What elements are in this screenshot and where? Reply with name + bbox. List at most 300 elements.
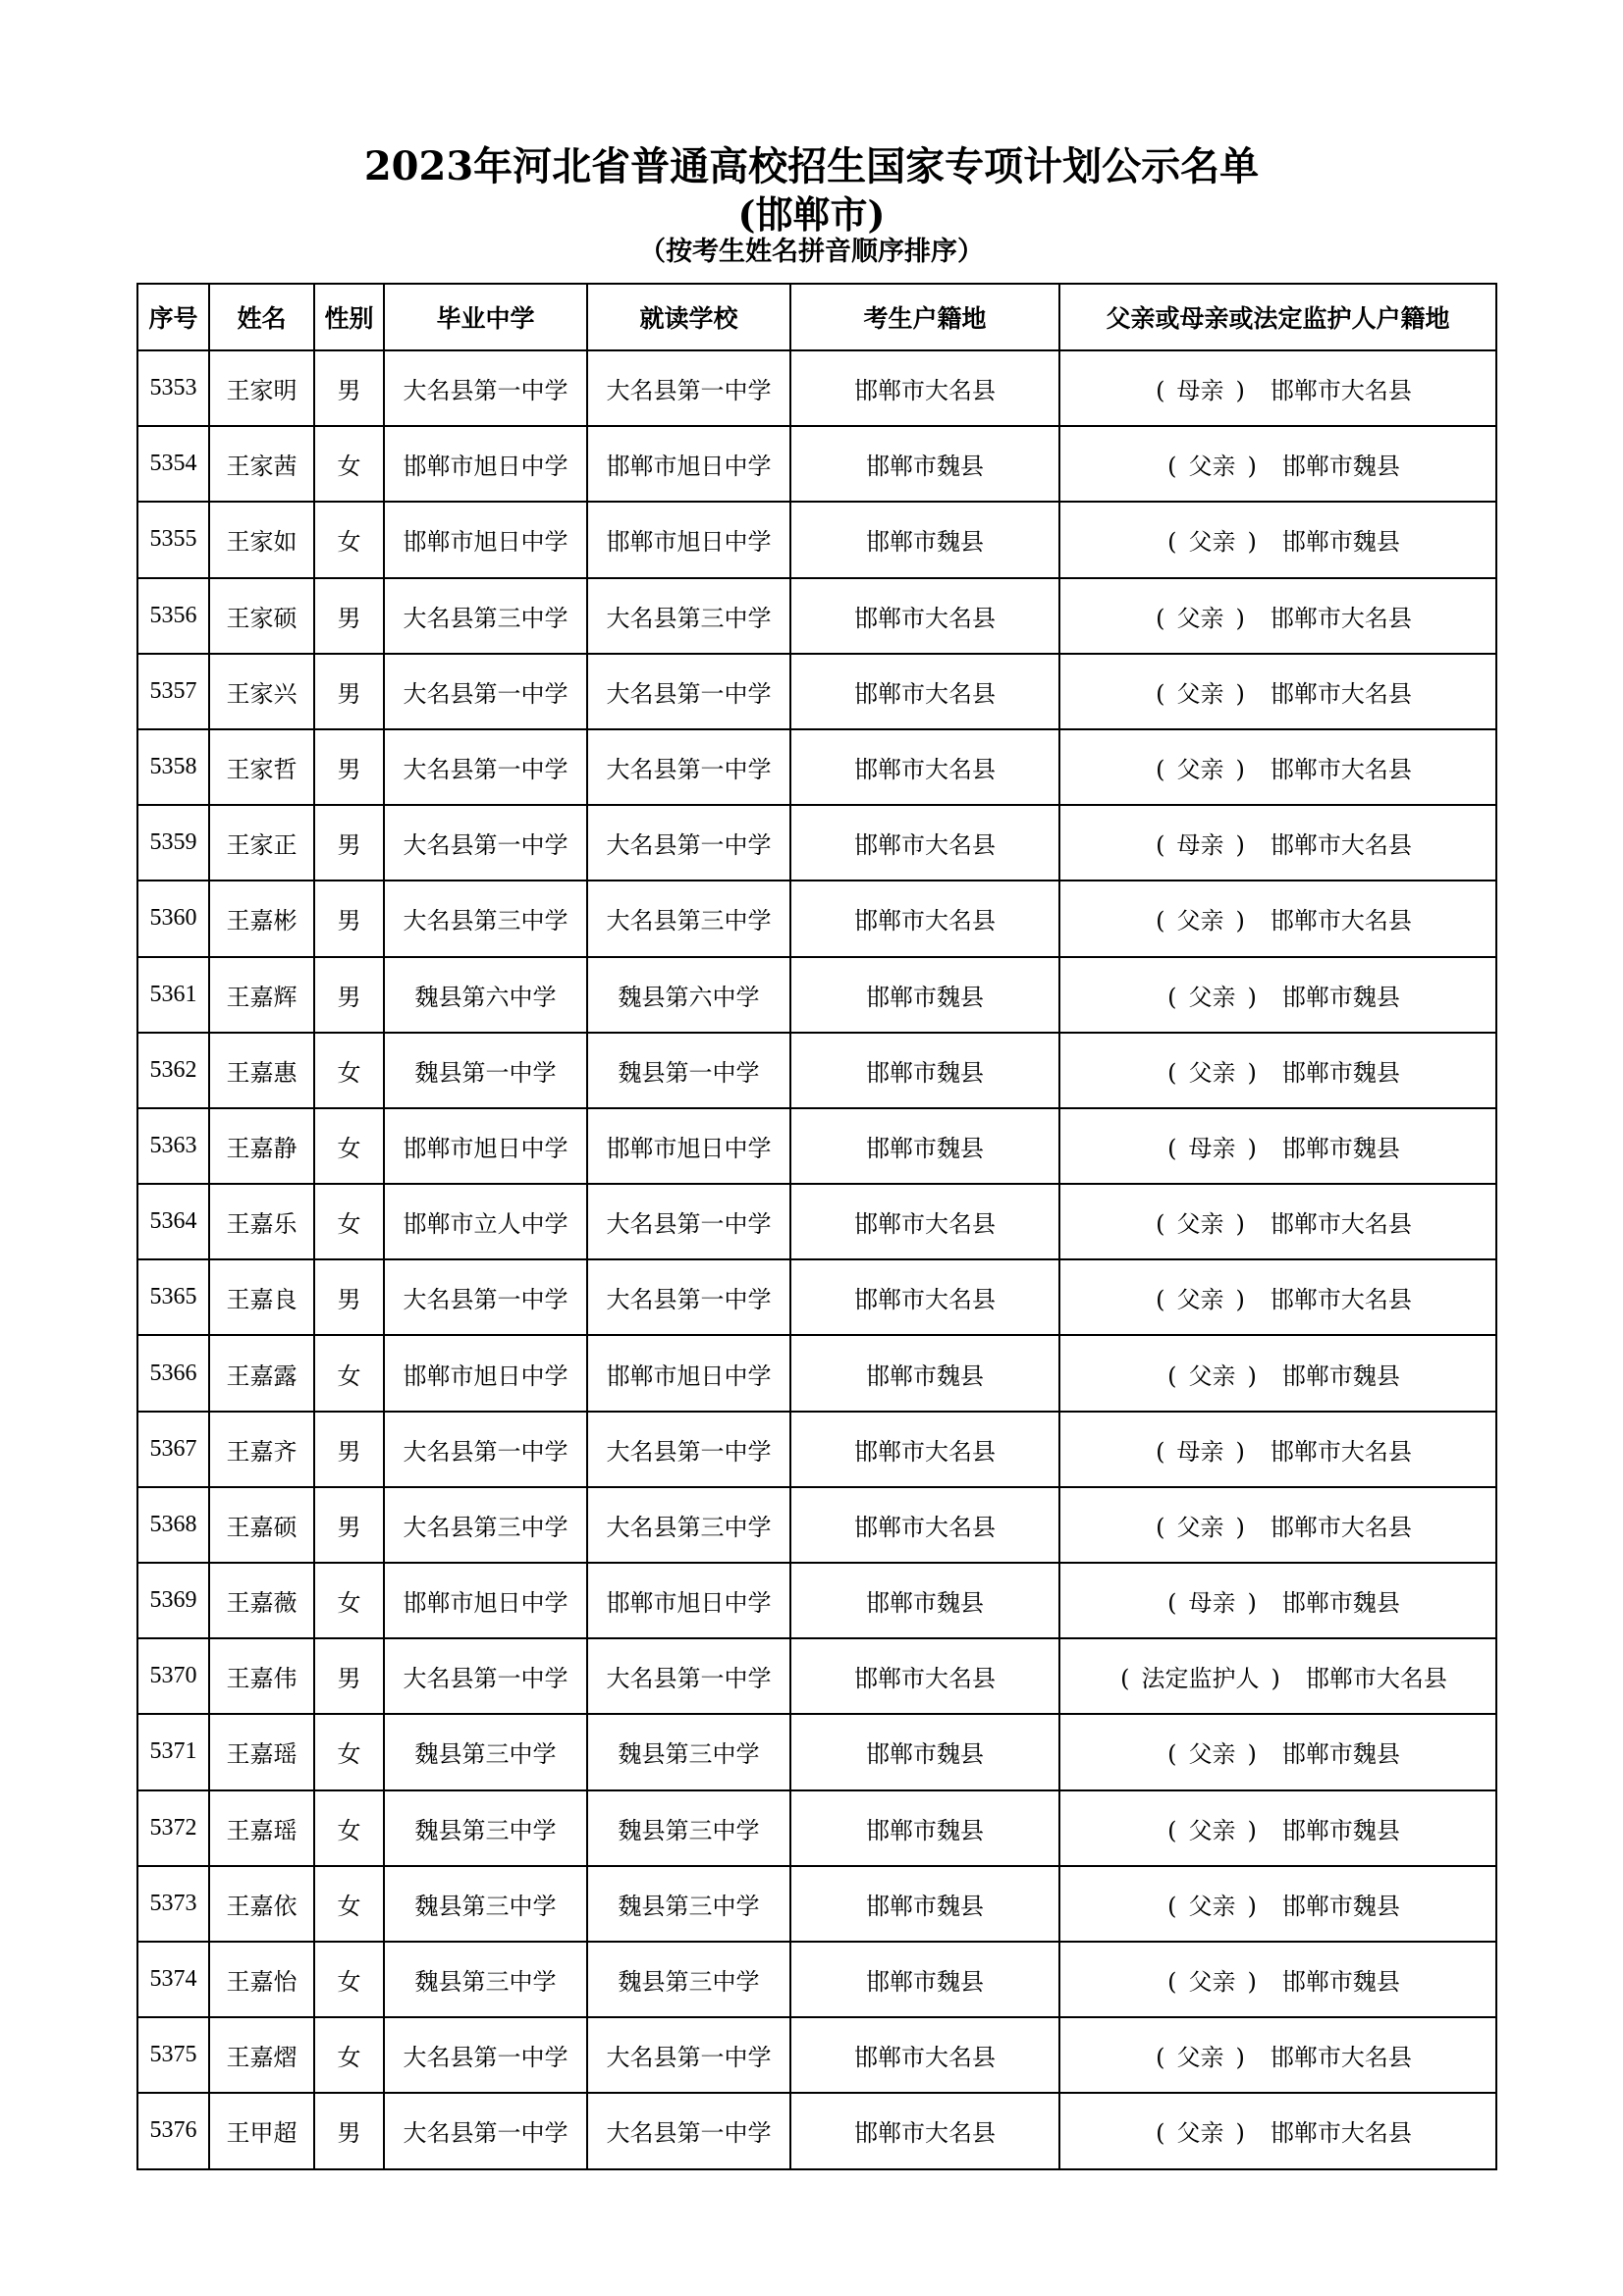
guardian-relation-label: 父亲 [1188,1968,1236,1997]
cell-domicile: 邯郸市魏县 [790,957,1059,1033]
cell-study-school: 大名县第一中学 [587,654,790,729]
guardian-domicile-value: 邯郸市魏县 [1281,453,1400,481]
cell-gender: 女 [314,426,384,502]
close-paren: ) [1247,983,1257,1011]
guardian-domicile-value: 邯郸市魏县 [1281,1362,1400,1390]
cell-seq: 5373 [137,1866,209,1942]
cell-domicile: 邯郸市大名县 [790,1184,1059,1259]
cell-domicile: 邯郸市大名县 [790,1487,1059,1563]
cell-seq: 5355 [137,502,209,577]
table-row [137,426,1496,502]
cell-guardian-domicile [1059,1790,1496,1866]
close-paren: ) [1235,1286,1245,1314]
cell-gender: 男 [314,729,384,805]
table-row [137,1412,1496,1487]
cell-guardian-domicile [1059,426,1496,502]
guardian-domicile-value: 邯郸市大名县 [1270,1437,1412,1466]
cell-seq: 5374 [137,1942,209,2017]
guardian-domicile-value: 邯郸市魏县 [1281,1816,1400,1844]
close-paren: ) [1235,1437,1245,1466]
close-paren: ) [1235,2119,1245,2148]
open-paren: ( [1167,1892,1177,1920]
cell-grad-school: 邯郸市旭日中学 [384,1108,587,1184]
cell-seq: 5361 [137,957,209,1033]
open-paren: ( [1156,756,1165,784]
cell-guardian-domicile [1059,1487,1496,1563]
guardian-relation [1144,826,1257,860]
guardian-relation [1144,750,1257,784]
table-header-row [137,284,1496,350]
cell-domicile: 邯郸市大名县 [790,1638,1059,1714]
cell-grad-school: 大名县第一中学 [384,805,587,881]
cell-gender: 女 [314,1033,384,1108]
cell-seq: 5357 [137,654,209,729]
cell-guardian-domicile [1059,1563,1496,1638]
guardian-relation [1156,447,1269,481]
cell-gender: 女 [314,1563,384,1638]
guardian-relation [1156,1962,1269,1997]
cell-name: 王嘉辉 [209,957,314,1033]
close-paren: ) [1247,1589,1257,1618]
guardian-domicile-value: 邯郸市大名县 [1270,2044,1412,2072]
cell-seq: 5356 [137,578,209,654]
guardian-relation-label: 父亲 [1176,2119,1224,2148]
table-row [137,1487,1496,1563]
page-subtitle: (邯郸市) [737,192,886,237]
open-paren: ( [1120,1665,1130,1693]
guardian-relation-label: 父亲 [1176,756,1224,784]
cell-gender: 男 [314,805,384,881]
cell-domicile: 邯郸市魏县 [790,1714,1059,1789]
cell-name: 王甲超 [209,2093,314,2168]
guardian-domicile-value: 邯郸市大名县 [1305,1665,1447,1693]
guardian-relation [1144,1508,1257,1542]
cell-domicile: 邯郸市大名县 [790,881,1059,956]
cell-guardian-domicile [1059,1184,1496,1259]
cell-guardian-domicile [1059,654,1496,729]
cell-name: 王嘉依 [209,1866,314,1942]
cell-domicile: 邯郸市大名县 [790,1259,1059,1335]
cell-domicile: 邯郸市大名县 [790,805,1059,881]
open-paren: ( [1167,983,1177,1011]
open-paren: ( [1167,1968,1177,1997]
guardian-relation-label: 父亲 [1188,528,1236,557]
cell-domicile: 邯郸市大名县 [790,2093,1059,2168]
cell-seq: 5358 [137,729,209,805]
cell-study-school: 邯郸市旭日中学 [587,426,790,502]
cell-study-school: 邯郸市旭日中学 [587,1335,790,1411]
cell-seq: 5375 [137,2017,209,2093]
cell-seq: 5369 [137,1563,209,1638]
guardian-relation-label: 父亲 [1176,679,1224,708]
cell-domicile: 邯郸市大名县 [790,350,1059,426]
close-paren: ) [1235,831,1245,860]
cell-name: 王嘉怡 [209,1942,314,2017]
table-row [137,729,1496,805]
cell-study-school: 邯郸市旭日中学 [587,1563,790,1638]
cell-seq: 5368 [137,1487,209,1563]
cell-name: 王家哲 [209,729,314,805]
table-row [137,502,1496,577]
cell-seq: 5372 [137,1790,209,1866]
cell-gender: 女 [314,502,384,577]
guardian-domicile-value: 邯郸市大名县 [1270,377,1412,405]
cell-name: 王嘉惠 [209,1033,314,1108]
cell-gender: 男 [314,578,384,654]
guardian-relation [1156,1735,1269,1769]
cell-study-school: 魏县第三中学 [587,1942,790,2017]
cell-domicile: 邯郸市魏县 [790,1563,1059,1638]
guardian-relation-label: 父亲 [1176,1513,1224,1541]
cell-name: 王嘉熠 [209,2017,314,2093]
table-row [137,350,1496,426]
open-paren: ( [1167,1589,1177,1618]
cell-name: 王嘉薇 [209,1563,314,1638]
cell-gender: 男 [314,1412,384,1487]
cell-gender: 男 [314,654,384,729]
guardian-relation-label: 父亲 [1188,983,1236,1011]
guardian-domicile-value: 邯郸市大名县 [1270,1210,1412,1239]
close-paren: ) [1235,604,1245,632]
cell-domicile: 邯郸市魏县 [790,1335,1059,1411]
cell-grad-school: 邯郸市立人中学 [384,1184,587,1259]
cell-gender: 女 [314,1942,384,2017]
cell-name: 王家明 [209,350,314,426]
guardian-relation [1144,2113,1257,2148]
open-paren: ( [1167,1058,1177,1087]
cell-guardian-domicile [1059,1714,1496,1789]
cell-study-school: 大名县第一中学 [587,350,790,426]
table-row [137,1638,1496,1714]
cell-name: 王家硕 [209,578,314,654]
cell-study-school: 大名县第三中学 [587,881,790,956]
cell-domicile: 邯郸市大名县 [790,654,1059,729]
table-row [137,654,1496,729]
page-title: 2023年河北省普通高校招生国家专项计划公示名单 [363,143,1260,189]
cell-study-school: 大名县第三中学 [587,578,790,654]
cell-name: 王嘉瑶 [209,1714,314,1789]
table-row [137,2093,1496,2168]
cell-name: 王嘉伟 [209,1638,314,1714]
guardian-relation [1144,1280,1257,1314]
cell-domicile: 邯郸市魏县 [790,426,1059,502]
close-paren: ) [1235,756,1245,784]
cell-seq: 5353 [137,350,209,426]
cell-gender: 男 [314,1259,384,1335]
table-row [137,1714,1496,1789]
cell-grad-school: 大名县第一中学 [384,350,587,426]
cell-study-school: 大名县第三中学 [587,1487,790,1563]
cell-study-school: 大名县第一中学 [587,1259,790,1335]
cell-grad-school: 邯郸市旭日中学 [384,426,587,502]
cell-study-school: 大名县第一中学 [587,1638,790,1714]
guardian-relation [1156,1887,1269,1921]
cell-guardian-domicile [1059,1942,1496,2017]
cell-grad-school: 大名县第一中学 [384,1638,587,1714]
cell-grad-school: 大名县第一中学 [384,729,587,805]
cell-domicile: 邯郸市大名县 [790,729,1059,805]
cell-grad-school: 大名县第三中学 [384,578,587,654]
cell-domicile: 邯郸市魏县 [790,1866,1059,1942]
guardian-relation [1144,1204,1257,1239]
cell-domicile: 邯郸市大名县 [790,578,1059,654]
cell-gender: 女 [314,1866,384,1942]
cell-seq: 5371 [137,1714,209,1789]
cell-seq: 5367 [137,1412,209,1487]
cell-domicile: 邯郸市魏县 [790,502,1059,577]
cell-name: 王嘉瑶 [209,1790,314,1866]
cell-name: 王嘉硕 [209,1487,314,1563]
guardian-relation-label: 父亲 [1176,907,1224,935]
open-paren: ( [1167,1816,1177,1844]
close-paren: ) [1247,1968,1257,1997]
close-paren: ) [1235,679,1245,708]
cell-domicile: 邯郸市大名县 [790,2017,1059,2093]
guardian-relation-label: 父亲 [1176,604,1224,632]
close-paren: ) [1247,1134,1257,1162]
cell-study-school: 魏县第三中学 [587,1866,790,1942]
cell-guardian-domicile [1059,1108,1496,1184]
cell-name: 王嘉齐 [209,1412,314,1487]
cell-seq: 5354 [137,426,209,502]
table-row [137,881,1496,956]
cell-seq: 5364 [137,1184,209,1259]
open-paren: ( [1156,1513,1165,1541]
guardian-relation [1144,901,1257,935]
cell-name: 王家正 [209,805,314,881]
sort-note: （按考生姓名拼音顺序排序） [639,237,984,267]
cell-study-school: 魏县第一中学 [587,1033,790,1108]
open-paren: ( [1156,2119,1165,2148]
open-paren: ( [1156,1286,1165,1314]
cell-grad-school: 邯郸市旭日中学 [384,1335,587,1411]
guardian-relation [1156,1129,1269,1163]
cell-seq: 5365 [137,1259,209,1335]
table-row [137,805,1496,881]
open-paren: ( [1167,453,1177,481]
cell-domicile: 邯郸市魏县 [790,1033,1059,1108]
guardian-domicile-value: 邯郸市大名县 [1270,756,1412,784]
guardian-relation-label: 父亲 [1188,1740,1236,1769]
open-paren: ( [1156,831,1165,860]
close-paren: ) [1247,1362,1257,1390]
open-paren: ( [1156,679,1165,708]
open-paren: ( [1156,907,1165,935]
cell-grad-school: 大名县第一中学 [384,2017,587,2093]
guardian-domicile-value: 邯郸市大名县 [1270,2119,1412,2148]
guardian-relation-label: 母亲 [1188,1134,1236,1162]
cell-guardian-domicile [1059,1638,1496,1714]
cell-seq: 5360 [137,881,209,956]
cell-gender: 女 [314,1790,384,1866]
table-row [137,578,1496,654]
cell-seq: 5363 [137,1108,209,1184]
guardian-domicile-value: 邯郸市魏县 [1281,1058,1400,1087]
guardian-domicile-value: 邯郸市魏县 [1281,983,1400,1011]
roster-table [136,283,1497,2170]
close-paren: ) [1247,528,1257,557]
cell-study-school: 魏县第三中学 [587,1714,790,1789]
cell-name: 王嘉良 [209,1259,314,1335]
column-header-gender: 性别 [314,284,384,350]
guardian-relation-label: 父亲 [1176,1210,1224,1239]
cell-grad-school: 大名县第一中学 [384,2093,587,2168]
close-paren: ) [1247,1816,1257,1844]
cell-name: 王嘉露 [209,1335,314,1411]
column-header-seq: 序号 [137,284,209,350]
cell-seq: 5362 [137,1033,209,1108]
cell-grad-school: 邯郸市旭日中学 [384,502,587,577]
cell-grad-school: 大名县第一中学 [384,1412,587,1487]
column-header-domicile: 考生户籍地 [790,284,1059,350]
close-paren: ) [1235,1210,1245,1239]
close-paren: ) [1235,1513,1245,1541]
guardian-relation [1144,599,1257,633]
cell-guardian-domicile [1059,957,1496,1033]
cell-gender: 男 [314,957,384,1033]
guardian-relation-label: 父亲 [1188,1058,1236,1087]
cell-guardian-domicile [1059,2093,1496,2168]
cell-grad-school: 魏县第一中学 [384,1033,587,1108]
cell-guardian-domicile [1059,805,1496,881]
cell-gender: 男 [314,2093,384,2168]
column-header-guardian-domicile: 父亲或母亲或法定监护人户籍地 [1059,284,1496,350]
guardian-relation-label: 父亲 [1188,1816,1236,1844]
guardian-relation-label: 母亲 [1176,831,1224,860]
cell-name: 王家如 [209,502,314,577]
guardian-domicile-value: 邯郸市魏县 [1281,528,1400,557]
cell-gender: 女 [314,1184,384,1259]
guardian-relation [1144,674,1257,709]
cell-grad-school: 魏县第三中学 [384,1714,587,1789]
cell-guardian-domicile [1059,578,1496,654]
table-row [137,1335,1496,1411]
cell-guardian-domicile [1059,502,1496,577]
cell-guardian-domicile [1059,1259,1496,1335]
guardian-domicile-value: 邯郸市魏县 [1281,1134,1400,1162]
cell-guardian-domicile [1059,2017,1496,2093]
guardian-relation-label: 父亲 [1176,1286,1224,1314]
cell-guardian-domicile [1059,881,1496,956]
cell-gender: 男 [314,881,384,956]
cell-study-school: 大名县第一中学 [587,2093,790,2168]
guardian-relation-label: 父亲 [1188,453,1236,481]
guardian-relation-label: 父亲 [1188,1892,1236,1920]
column-header-grad-school: 毕业中学 [384,284,587,350]
cell-grad-school: 大名县第一中学 [384,654,587,729]
close-paren: ) [1247,1740,1257,1769]
open-paren: ( [1156,1210,1165,1239]
cell-guardian-domicile [1059,1412,1496,1487]
cell-study-school: 大名县第一中学 [587,1412,790,1487]
cell-name: 王嘉静 [209,1108,314,1184]
cell-study-school: 魏县第六中学 [587,957,790,1033]
guardian-relation-label: 法定监护人 [1141,1665,1260,1693]
cell-guardian-domicile [1059,1335,1496,1411]
cell-guardian-domicile [1059,1033,1496,1108]
guardian-relation [1156,978,1269,1012]
cell-grad-school: 魏县第三中学 [384,1866,587,1942]
guardian-domicile-value: 邯郸市魏县 [1281,1589,1400,1618]
guardian-relation [1156,1357,1269,1391]
cell-guardian-domicile [1059,350,1496,426]
table-row [137,1033,1496,1108]
guardian-relation [1144,2038,1257,2072]
guardian-relation [1156,522,1269,557]
guardian-relation-label: 母亲 [1176,377,1224,405]
guardian-domicile-value: 邯郸市大名县 [1270,1286,1412,1314]
open-paren: ( [1167,528,1177,557]
guardian-domicile-value: 邯郸市大名县 [1270,907,1412,935]
cell-study-school: 邯郸市旭日中学 [587,502,790,577]
cell-grad-school: 魏县第三中学 [384,1790,587,1866]
cell-grad-school: 大名县第一中学 [384,1259,587,1335]
close-paren: ) [1271,1665,1280,1693]
cell-grad-school: 魏县第六中学 [384,957,587,1033]
open-paren: ( [1156,2044,1165,2072]
close-paren: ) [1247,453,1257,481]
cell-study-school: 大名县第一中学 [587,729,790,805]
cell-domicile: 邯郸市魏县 [790,1790,1059,1866]
guardian-domicile-value: 邯郸市大名县 [1270,831,1412,860]
cell-grad-school: 大名县第三中学 [384,1487,587,1563]
cell-domicile: 邯郸市大名县 [790,1412,1059,1487]
open-paren: ( [1167,1362,1177,1390]
close-paren: ) [1247,1058,1257,1087]
guardian-relation-label: 母亲 [1188,1589,1236,1618]
guardian-relation-label: 父亲 [1188,1362,1236,1390]
guardian-relation [1144,1432,1257,1467]
cell-gender: 女 [314,2017,384,2093]
open-paren: ( [1156,377,1165,405]
cell-gender: 男 [314,1487,384,1563]
guardian-domicile-value: 邯郸市魏县 [1281,1968,1400,1997]
table-row [137,1108,1496,1184]
cell-gender: 男 [314,1638,384,1714]
guardian-relation [1156,1053,1269,1088]
guardian-domicile-value: 邯郸市魏县 [1281,1740,1400,1769]
guardian-domicile-value: 邯郸市魏县 [1281,1892,1400,1920]
close-paren: ) [1235,2044,1245,2072]
cell-domicile: 邯郸市魏县 [790,1942,1059,2017]
guardian-relation [1144,371,1257,405]
cell-study-school: 邯郸市旭日中学 [587,1108,790,1184]
table-row [137,1563,1496,1638]
close-paren: ) [1235,377,1245,405]
cell-grad-school: 邯郸市旭日中学 [384,1563,587,1638]
column-header-study-school: 就读学校 [587,284,790,350]
open-paren: ( [1167,1740,1177,1769]
cell-study-school: 大名县第一中学 [587,805,790,881]
cell-seq: 5376 [137,2093,209,2168]
cell-gender: 女 [314,1335,384,1411]
cell-grad-school: 魏县第三中学 [384,1942,587,2017]
cell-gender: 男 [314,350,384,426]
cell-study-school: 大名县第一中学 [587,1184,790,1259]
cell-gender: 女 [314,1714,384,1789]
guardian-domicile-value: 邯郸市大名县 [1270,1513,1412,1541]
guardian-domicile-value: 邯郸市大名县 [1270,679,1412,708]
guardian-relation [1156,1583,1269,1618]
cell-study-school: 魏县第三中学 [587,1790,790,1866]
table-row [137,1790,1496,1866]
open-paren: ( [1156,1437,1165,1466]
cell-seq: 5366 [137,1335,209,1411]
guardian-domicile-value: 邯郸市大名县 [1270,604,1412,632]
guardian-relation [1156,1811,1269,1845]
cell-study-school: 大名县第一中学 [587,2017,790,2093]
open-paren: ( [1167,1134,1177,1162]
